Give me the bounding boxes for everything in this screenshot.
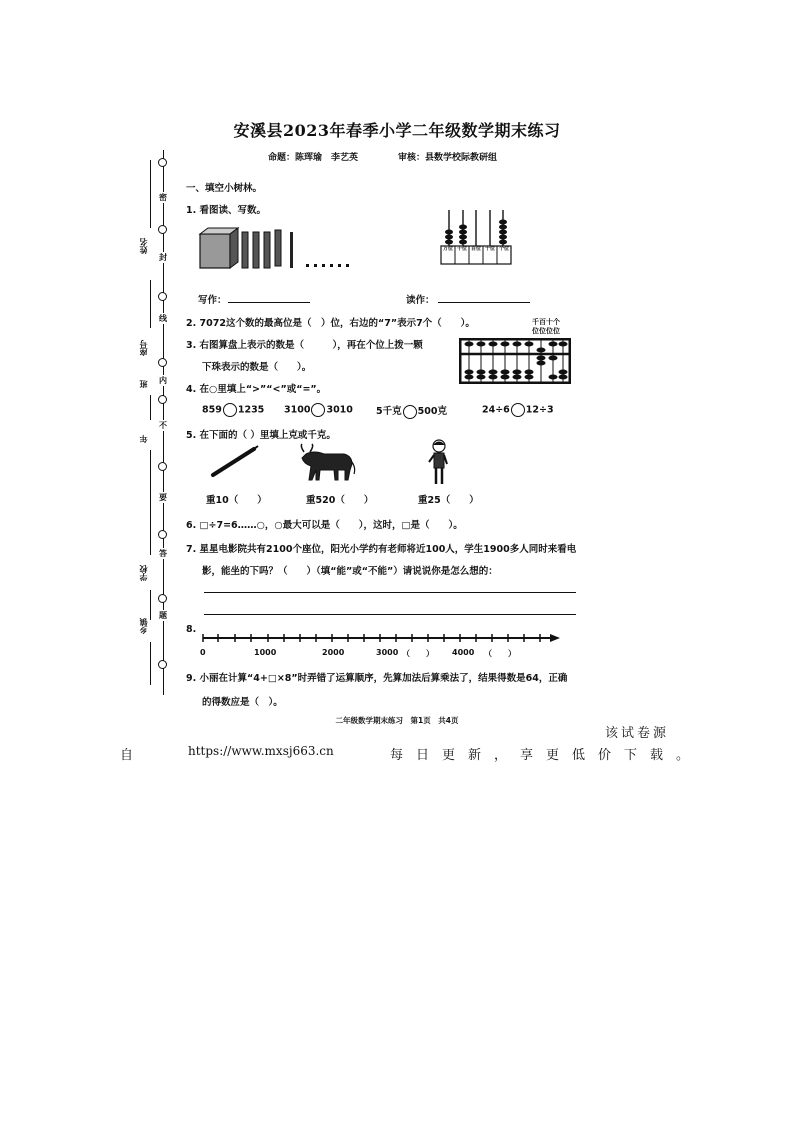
question-7-line-1: 7. 星星电影院共有2100个座位，阳光小学约有老师将近100人，学生1900多人同时来看电 xyxy=(186,544,577,555)
counting-frame-figure xyxy=(436,206,516,268)
page-title: 安溪县2023年春季小学二年级数学期末练习 xyxy=(233,121,561,140)
compare-circle[interactable] xyxy=(311,403,325,417)
seal-mark: 题 xyxy=(159,611,167,620)
number-line xyxy=(198,630,564,646)
seal-mark: 线 xyxy=(159,314,167,323)
compare-circle[interactable] xyxy=(511,403,525,417)
town-label: 乡镇 xyxy=(139,618,148,634)
answer-line[interactable] xyxy=(204,592,576,593)
binding-hole xyxy=(158,594,167,603)
weight-answer-ox: 重520（ ） xyxy=(306,495,374,506)
place-value-labels xyxy=(441,246,511,252)
source-line-2 xyxy=(120,744,703,763)
question-8: 8. xyxy=(186,624,197,635)
place-label: 千位 xyxy=(456,246,467,252)
write-label: 写作： xyxy=(198,295,227,306)
place-label: 十位 xyxy=(484,246,495,252)
question-1: 1. 看图读、写数。 xyxy=(186,205,267,216)
section-heading: 一、填空小树林。 xyxy=(186,183,263,194)
tick-label: 0 xyxy=(200,648,206,657)
binding-hole xyxy=(158,395,167,404)
compare-circle[interactable] xyxy=(223,403,237,417)
compare-item-4 xyxy=(482,403,554,417)
question-3-line-1: 3. 右图算盘上表示的数是（ ），再在个位上拨一颗 xyxy=(186,340,423,351)
binding-hole xyxy=(158,158,167,167)
compare-right: 1235 xyxy=(237,404,265,416)
source-line-1: 该试卷源 xyxy=(605,726,670,741)
write-answer-line[interactable] xyxy=(228,302,310,303)
page-footer: 二年级数学期末练习 第1页 共4页 xyxy=(335,716,459,725)
tick-label: 2000 xyxy=(322,648,345,657)
compare-right: 3010 xyxy=(326,404,353,416)
binding-hole xyxy=(158,292,167,301)
name-field-line xyxy=(150,160,151,228)
source-url-link[interactable]: https://www.mxsj663.cn xyxy=(188,744,334,758)
compare-left: 859 xyxy=(202,404,222,416)
question-4: 4. 在○里填上“>”“<”或“=”。 xyxy=(186,384,327,395)
grade-label: 年 xyxy=(139,435,148,443)
base-ten-blocks-figure xyxy=(198,226,358,274)
seat-field-line xyxy=(150,280,151,328)
binding-hole xyxy=(158,462,167,471)
source-prefix: 自 xyxy=(120,748,134,763)
weight-answer-pencil: 重10（ ） xyxy=(206,495,267,506)
abacus-place-header: 千百十个 位位位位 xyxy=(532,318,560,335)
binding-hole xyxy=(158,530,167,539)
seal-mark: 密 xyxy=(159,193,167,202)
question-5: 5. 在下面的（ ）里填上克或千克。 xyxy=(186,430,336,441)
school-field-line xyxy=(150,450,151,555)
seal-mark: 内 xyxy=(159,376,167,385)
compare-right: 500克 xyxy=(417,406,447,417)
name-label: 姓名 xyxy=(139,238,148,254)
weight-answer-child: 重25（ ） xyxy=(418,495,479,506)
child-image xyxy=(426,438,450,486)
compare-item-2 xyxy=(284,403,353,417)
compare-item-1 xyxy=(202,403,264,417)
question-2: 2. 7072这个数的最高位是（ ）位，右边的“7”表示7个（ ）。 xyxy=(186,318,475,329)
town-field-line-lower xyxy=(150,642,151,685)
place-label: 个位 xyxy=(498,246,509,252)
compare-item-3 xyxy=(376,403,447,419)
question-3-line-2: 下珠表示的数是（ ）。 xyxy=(202,362,312,373)
question-9-line-2: 的得数应是（ ）。 xyxy=(202,697,283,708)
tick-blank[interactable]: （ ） xyxy=(402,649,434,658)
reviewer: 审核：县数学校际教研组 xyxy=(398,153,498,163)
pencil-image xyxy=(210,444,260,478)
place-label: 百位 xyxy=(470,246,481,252)
question-7-line-2: 影，能坐的下吗？（ ）（填“能”或“不能”）请说说你是怎么想的： xyxy=(202,566,498,577)
class-label: 班 xyxy=(139,380,148,388)
binding-hole xyxy=(158,660,167,669)
ox-image xyxy=(298,442,356,484)
compare-left: 3100 xyxy=(284,404,311,416)
tick-blank[interactable]: （ ） xyxy=(484,649,516,658)
binding-hole xyxy=(158,358,167,367)
seal-mark: 不 xyxy=(159,421,167,430)
tick-label: 4000 xyxy=(452,648,475,657)
class-field-line xyxy=(150,395,151,420)
place-label: 万位 xyxy=(442,246,453,252)
school-label: 学校 xyxy=(139,565,148,581)
abacus-figure xyxy=(459,338,571,384)
tick-label: 3000 xyxy=(376,648,399,657)
seal-mark: 答 xyxy=(159,549,167,558)
read-label: 读作： xyxy=(406,295,435,306)
seal-mark: 要 xyxy=(159,493,167,502)
question-9-line-1: 9. 小丽在计算“4+□×8”时弄错了运算顺序，先算加法后算乘法了，结果得数是64，正确 xyxy=(186,673,568,684)
town-field-line xyxy=(150,590,151,620)
tick-label: 1000 xyxy=(254,648,277,657)
compare-circle[interactable] xyxy=(403,405,417,419)
seal-mark: 封 xyxy=(159,253,167,262)
authors: 命题：陈珲瑜 李艺英 xyxy=(268,153,359,163)
compare-left: 5千克 xyxy=(376,406,402,417)
compare-left: 24÷6 xyxy=(482,404,510,416)
source-suffix: 每日更新，享更低价下载。 xyxy=(390,748,703,763)
question-6: 6. □÷7=6……○，○最大可以是（ ），这时，□是（ ）。 xyxy=(186,520,463,531)
seat-label: 座号 xyxy=(139,340,148,356)
compare-right: 12÷3 xyxy=(525,404,554,416)
read-answer-line[interactable] xyxy=(438,302,530,303)
binding-hole xyxy=(158,225,167,234)
answer-line[interactable] xyxy=(204,614,576,615)
